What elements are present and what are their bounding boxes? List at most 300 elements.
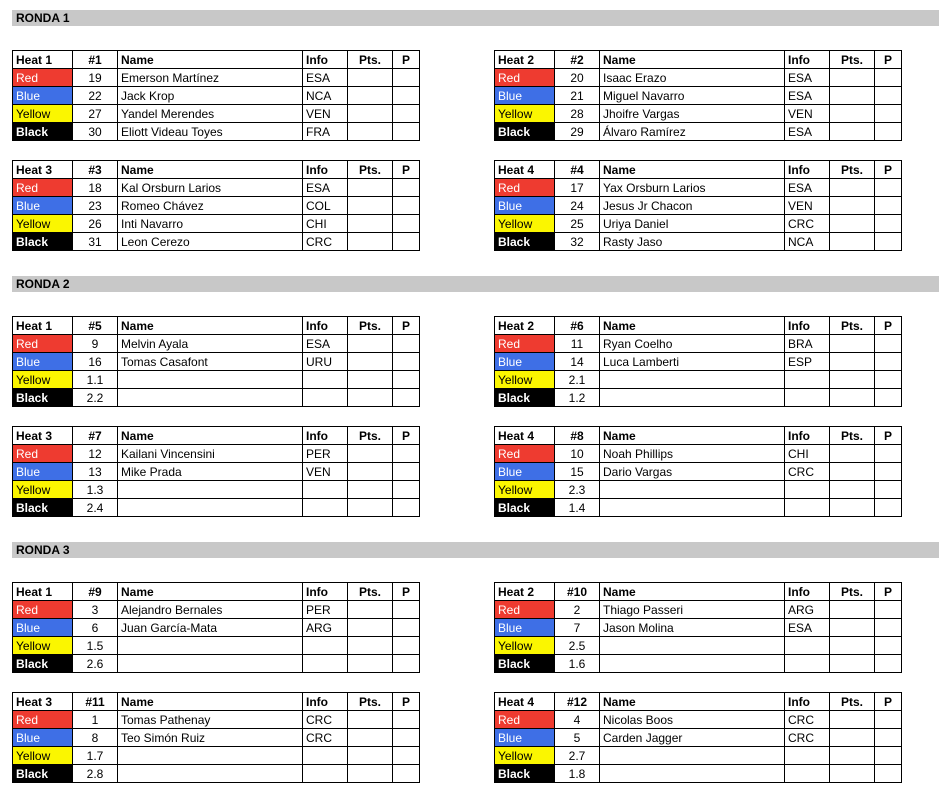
table-row	[13, 499, 420, 517]
competitor-info: VEN	[303, 105, 348, 123]
lycra-color-yellow: Yellow	[13, 215, 73, 233]
position-cell	[393, 197, 420, 215]
name-header: Name	[600, 427, 785, 445]
table-row	[13, 729, 420, 747]
competitor-name: Ryan Coelho	[600, 335, 785, 353]
points-cell	[348, 637, 393, 655]
competitor-name: Emerson Martínez	[118, 69, 303, 87]
position-cell	[393, 747, 420, 765]
heat-number: #1	[73, 51, 118, 69]
points-cell	[348, 601, 393, 619]
heat-number: #12	[555, 693, 600, 711]
position-cell	[393, 233, 420, 251]
competitor-info: ESA	[785, 179, 830, 197]
competitor-info: CHI	[785, 445, 830, 463]
competitor-name: Melvin Ayala	[118, 335, 303, 353]
name-header: Name	[118, 693, 303, 711]
table-row	[13, 105, 420, 123]
position-cell	[393, 481, 420, 499]
heat-table	[12, 582, 420, 673]
table-row	[495, 353, 902, 371]
competitor-info: PER	[303, 601, 348, 619]
heat-label: Heat 2	[495, 317, 555, 335]
points-cell	[830, 729, 875, 747]
table-row	[495, 463, 902, 481]
competitor-name: Eliott Videau Toyes	[118, 123, 303, 141]
lycra-color-black: Black	[13, 499, 73, 517]
info-header: Info	[785, 427, 830, 445]
pts-header: Pts.	[348, 693, 393, 711]
competitor-info: CRC	[303, 233, 348, 251]
table-row	[13, 765, 420, 783]
p-header: P	[875, 427, 902, 445]
competitor-seed: 17	[555, 179, 600, 197]
competitor-seed: 14	[555, 353, 600, 371]
position-cell	[393, 353, 420, 371]
lycra-color-black: Black	[495, 123, 555, 141]
points-cell	[830, 765, 875, 783]
points-cell	[348, 371, 393, 389]
competitor-info	[303, 765, 348, 783]
table-row	[13, 747, 420, 765]
competitor-seed: 1.5	[73, 637, 118, 655]
table-row	[495, 69, 902, 87]
p-header: P	[875, 51, 902, 69]
table-row	[13, 637, 420, 655]
pts-header: Pts.	[348, 427, 393, 445]
table-row	[13, 445, 420, 463]
info-header: Info	[785, 317, 830, 335]
competitor-name	[600, 655, 785, 673]
lycra-color-black: Black	[13, 233, 73, 251]
p-header: P	[875, 583, 902, 601]
table-row	[13, 335, 420, 353]
info-header: Info	[303, 51, 348, 69]
p-header: P	[393, 427, 420, 445]
lycra-color-yellow: Yellow	[13, 105, 73, 123]
competitor-name: Jack Krop	[118, 87, 303, 105]
lycra-color-red: Red	[495, 69, 555, 87]
position-cell	[393, 445, 420, 463]
info-header: Info	[785, 693, 830, 711]
lycra-color-black: Black	[495, 499, 555, 517]
heat-label: Heat 4	[495, 693, 555, 711]
competitor-seed: 15	[555, 463, 600, 481]
competitor-seed: 5	[555, 729, 600, 747]
competitor-info: COL	[303, 197, 348, 215]
competitor-seed: 19	[73, 69, 118, 87]
competitor-name	[600, 747, 785, 765]
competitor-name: Álvaro Ramírez	[600, 123, 785, 141]
competitor-info: PER	[303, 445, 348, 463]
competitor-seed: 2.1	[555, 371, 600, 389]
position-cell	[393, 711, 420, 729]
heat-header-row	[13, 693, 420, 711]
competitor-name: Inti Navarro	[118, 215, 303, 233]
competitor-name: Teo Simón Ruiz	[118, 729, 303, 747]
points-cell	[348, 123, 393, 141]
competitor-seed: 27	[73, 105, 118, 123]
competitor-seed: 28	[555, 105, 600, 123]
lycra-color-red: Red	[13, 335, 73, 353]
name-header: Name	[600, 51, 785, 69]
competitor-info: CHI	[303, 215, 348, 233]
name-header: Name	[118, 583, 303, 601]
competitor-info: CRC	[303, 729, 348, 747]
heat-number: #3	[73, 161, 118, 179]
heat-header-row	[13, 427, 420, 445]
position-cell	[393, 389, 420, 407]
heat-header-row	[495, 161, 902, 179]
competitor-name: Nicolas Boos	[600, 711, 785, 729]
p-header: P	[393, 51, 420, 69]
heat-number: #2	[555, 51, 600, 69]
points-cell	[830, 637, 875, 655]
competitor-info: ESA	[785, 69, 830, 87]
heat-header-row	[495, 427, 902, 445]
competitor-name: Jesus Jr Chacon	[600, 197, 785, 215]
heat-number: #10	[555, 583, 600, 601]
heat-table	[494, 50, 902, 141]
position-cell	[393, 655, 420, 673]
heat-label: Heat 1	[13, 583, 73, 601]
competitor-name	[118, 747, 303, 765]
lycra-color-blue: Blue	[13, 87, 73, 105]
heat-table	[12, 160, 420, 251]
competitor-seed: 2.7	[555, 747, 600, 765]
position-cell	[393, 123, 420, 141]
lycra-color-red: Red	[495, 711, 555, 729]
position-cell	[393, 637, 420, 655]
competitor-seed: 26	[73, 215, 118, 233]
competitor-info	[303, 499, 348, 517]
competitor-name	[600, 765, 785, 783]
competitor-info: BRA	[785, 335, 830, 353]
lycra-color-yellow: Yellow	[495, 371, 555, 389]
competitor-seed: 32	[555, 233, 600, 251]
competitor-info: ESA	[785, 619, 830, 637]
position-cell	[875, 197, 902, 215]
pts-header: Pts.	[830, 161, 875, 179]
competitor-info: ESA	[785, 123, 830, 141]
competitor-name: Mike Prada	[118, 463, 303, 481]
table-row	[495, 481, 902, 499]
points-cell	[348, 445, 393, 463]
heat-header-row	[13, 51, 420, 69]
points-cell	[348, 747, 393, 765]
competitor-seed: 6	[73, 619, 118, 637]
competitor-info	[785, 481, 830, 499]
points-cell	[830, 711, 875, 729]
competitor-seed: 2	[555, 601, 600, 619]
points-cell	[830, 389, 875, 407]
table-row	[13, 353, 420, 371]
position-cell	[393, 499, 420, 517]
lycra-color-blue: Blue	[13, 353, 73, 371]
position-cell	[875, 233, 902, 251]
table-row	[495, 179, 902, 197]
table-row	[495, 747, 902, 765]
table-row	[13, 463, 420, 481]
competitor-info	[785, 389, 830, 407]
table-row	[495, 215, 902, 233]
position-cell	[875, 445, 902, 463]
competitor-seed: 2.2	[73, 389, 118, 407]
info-header: Info	[785, 51, 830, 69]
heat-number: #9	[73, 583, 118, 601]
info-header: Info	[303, 693, 348, 711]
heat-label: Heat 2	[495, 51, 555, 69]
position-cell	[875, 87, 902, 105]
lycra-color-blue: Blue	[13, 463, 73, 481]
ronda-title: RONDA 3	[12, 542, 939, 558]
competitor-name	[118, 371, 303, 389]
lycra-color-red: Red	[495, 335, 555, 353]
competitor-seed: 2.6	[73, 655, 118, 673]
competitor-name: Carden Jagger	[600, 729, 785, 747]
p-header: P	[393, 161, 420, 179]
points-cell	[348, 463, 393, 481]
competitor-name: Leon Cerezo	[118, 233, 303, 251]
pts-header: Pts.	[348, 317, 393, 335]
competitor-seed: 1.6	[555, 655, 600, 673]
table-row	[13, 123, 420, 141]
points-cell	[830, 601, 875, 619]
pts-header: Pts.	[348, 161, 393, 179]
heat-number: #5	[73, 317, 118, 335]
competitor-seed: 1	[73, 711, 118, 729]
pts-header: Pts.	[830, 51, 875, 69]
competitor-seed: 25	[555, 215, 600, 233]
table-row	[495, 197, 902, 215]
table-row	[13, 619, 420, 637]
competitor-seed: 22	[73, 87, 118, 105]
points-cell	[830, 105, 875, 123]
position-cell	[393, 601, 420, 619]
position-cell	[875, 123, 902, 141]
p-header: P	[875, 161, 902, 179]
competitor-seed: 16	[73, 353, 118, 371]
table-row	[495, 105, 902, 123]
p-header: P	[393, 693, 420, 711]
table-row	[495, 389, 902, 407]
table-row	[495, 655, 902, 673]
points-cell	[348, 353, 393, 371]
lycra-color-blue: Blue	[495, 729, 555, 747]
heat-label: Heat 1	[13, 317, 73, 335]
competitor-name: Yandel Merendes	[118, 105, 303, 123]
heat-label: Heat 3	[13, 161, 73, 179]
points-cell	[348, 215, 393, 233]
position-cell	[875, 637, 902, 655]
points-cell	[830, 619, 875, 637]
lycra-color-black: Black	[13, 389, 73, 407]
heat-number: #8	[555, 427, 600, 445]
competitor-name: Tomas Casafont	[118, 353, 303, 371]
pts-header: Pts.	[830, 427, 875, 445]
heat-label: Heat 4	[495, 427, 555, 445]
lycra-color-yellow: Yellow	[495, 215, 555, 233]
lycra-color-red: Red	[13, 445, 73, 463]
competitor-name	[118, 765, 303, 783]
position-cell	[393, 463, 420, 481]
table-row	[495, 765, 902, 783]
competitor-name: Dario Vargas	[600, 463, 785, 481]
competitor-name	[600, 499, 785, 517]
position-cell	[393, 179, 420, 197]
table-row	[495, 233, 902, 251]
lycra-color-blue: Blue	[495, 87, 555, 105]
heat-table	[12, 50, 420, 141]
p-header: P	[875, 317, 902, 335]
position-cell	[393, 335, 420, 353]
table-row	[495, 601, 902, 619]
competitor-name	[600, 371, 785, 389]
competitor-name: Kal Orsburn Larios	[118, 179, 303, 197]
competitor-name: Romeo Chávez	[118, 197, 303, 215]
table-row	[13, 371, 420, 389]
competitor-info: VEN	[785, 197, 830, 215]
competitor-name: Juan García-Mata	[118, 619, 303, 637]
info-header: Info	[303, 583, 348, 601]
lycra-color-black: Black	[495, 233, 555, 251]
competitor-seed: 20	[555, 69, 600, 87]
competitor-info: CRC	[303, 711, 348, 729]
lycra-color-yellow: Yellow	[495, 747, 555, 765]
position-cell	[875, 463, 902, 481]
points-cell	[348, 711, 393, 729]
heat-table	[12, 316, 420, 407]
competitor-seed: 21	[555, 87, 600, 105]
competitor-name: Tomas Pathenay	[118, 711, 303, 729]
competitor-seed: 2.8	[73, 765, 118, 783]
pts-header: Pts.	[830, 317, 875, 335]
heat-label: Heat 1	[13, 51, 73, 69]
competitor-info	[785, 637, 830, 655]
lycra-color-blue: Blue	[13, 197, 73, 215]
position-cell	[393, 729, 420, 747]
competitor-name	[118, 499, 303, 517]
points-cell	[830, 499, 875, 517]
lycra-color-yellow: Yellow	[495, 637, 555, 655]
heat-label: Heat 3	[13, 427, 73, 445]
competitor-name: Jhoifre Vargas	[600, 105, 785, 123]
lycra-color-black: Black	[495, 655, 555, 673]
competitor-name	[118, 655, 303, 673]
position-cell	[875, 179, 902, 197]
position-cell	[875, 481, 902, 499]
ronda-title: RONDA 2	[12, 276, 939, 292]
competitor-seed: 4	[555, 711, 600, 729]
table-row	[495, 499, 902, 517]
competitor-seed: 30	[73, 123, 118, 141]
heat-header-row	[13, 317, 420, 335]
lycra-color-red: Red	[13, 69, 73, 87]
position-cell	[875, 711, 902, 729]
heat-label: Heat 2	[495, 583, 555, 601]
info-header: Info	[303, 161, 348, 179]
table-row	[13, 69, 420, 87]
competitor-seed: 2.3	[555, 481, 600, 499]
competitor-seed: 9	[73, 335, 118, 353]
position-cell	[393, 619, 420, 637]
position-cell	[393, 69, 420, 87]
lycra-color-yellow: Yellow	[13, 371, 73, 389]
table-row	[13, 179, 420, 197]
competitor-seed: 2.5	[555, 637, 600, 655]
name-header: Name	[600, 583, 785, 601]
p-header: P	[393, 317, 420, 335]
points-cell	[348, 69, 393, 87]
competitor-seed: 23	[73, 197, 118, 215]
position-cell	[393, 371, 420, 389]
competitor-seed: 31	[73, 233, 118, 251]
competitor-info	[303, 637, 348, 655]
table-row	[13, 87, 420, 105]
heat-number: #4	[555, 161, 600, 179]
position-cell	[875, 655, 902, 673]
competitor-info	[785, 747, 830, 765]
competitor-info: URU	[303, 353, 348, 371]
competitor-info: FRA	[303, 123, 348, 141]
competitor-name: Thiago Passeri	[600, 601, 785, 619]
competitor-seed: 24	[555, 197, 600, 215]
name-header: Name	[118, 161, 303, 179]
competitor-info	[785, 655, 830, 673]
points-cell	[348, 197, 393, 215]
heat-header-row	[495, 693, 902, 711]
lycra-color-black: Black	[13, 765, 73, 783]
name-header: Name	[118, 317, 303, 335]
lycra-color-red: Red	[13, 179, 73, 197]
competitor-name	[118, 389, 303, 407]
position-cell	[875, 619, 902, 637]
table-row	[13, 233, 420, 251]
position-cell	[875, 353, 902, 371]
competitor-seed: 1.8	[555, 765, 600, 783]
points-cell	[348, 729, 393, 747]
name-header: Name	[118, 51, 303, 69]
heat-header-row	[13, 161, 420, 179]
lycra-color-yellow: Yellow	[495, 481, 555, 499]
competitor-info	[785, 765, 830, 783]
competitor-seed: 29	[555, 123, 600, 141]
heat-table	[12, 426, 420, 517]
competitor-name	[118, 481, 303, 499]
points-cell	[830, 215, 875, 233]
competitor-info: ESP	[785, 353, 830, 371]
ronda-title: RONDA 1	[12, 10, 939, 26]
points-cell	[348, 105, 393, 123]
heat-header-row	[495, 317, 902, 335]
points-cell	[348, 233, 393, 251]
pts-header: Pts.	[830, 583, 875, 601]
competitor-info: ESA	[303, 335, 348, 353]
position-cell	[875, 215, 902, 233]
competitor-info: ARG	[303, 619, 348, 637]
table-row	[13, 481, 420, 499]
table-row	[13, 389, 420, 407]
info-header: Info	[785, 161, 830, 179]
competitor-info: CRC	[785, 711, 830, 729]
points-cell	[830, 233, 875, 251]
lycra-color-blue: Blue	[495, 463, 555, 481]
table-row	[13, 215, 420, 233]
competitor-name: Noah Phillips	[600, 445, 785, 463]
points-cell	[348, 335, 393, 353]
lycra-color-red: Red	[13, 601, 73, 619]
lycra-color-blue: Blue	[495, 619, 555, 637]
